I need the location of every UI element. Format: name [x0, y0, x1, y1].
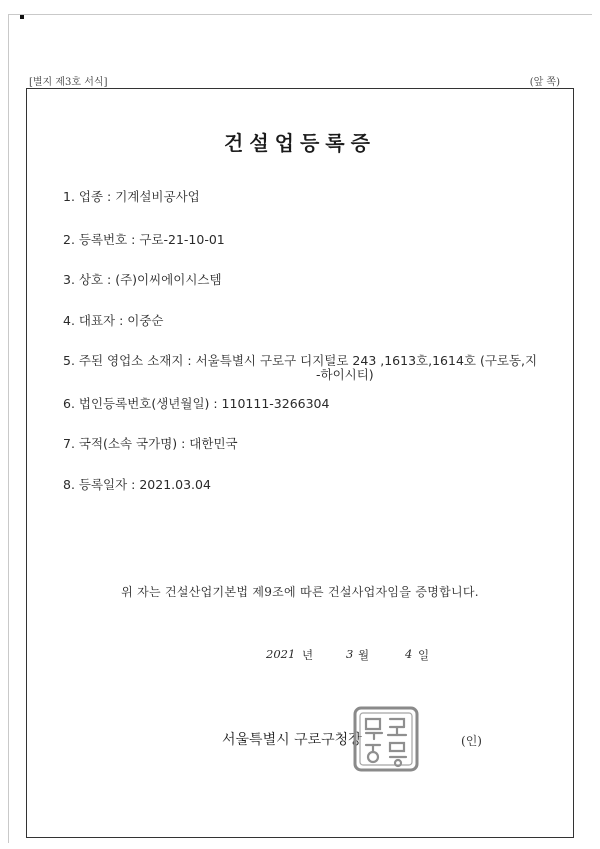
certification-statement: 위 자는 건설산업기본법 제9조에 따른 건설사업자임을 증명합니다. [121, 585, 479, 599]
date-day: 4 [405, 647, 413, 661]
official-seal-icon [352, 705, 420, 773]
field-corporate-number: 6. 법인등록번호(생년월일) : 110111-3266304 [63, 396, 330, 411]
field-business-type: 1. 업종 : 기계설비공사업 [63, 189, 200, 204]
field-address: 5. 주된 영업소 소재지 : 서울특별시 구로구 디지털로 243 ,1613호,1614호 (구로동,지 [63, 353, 538, 368]
date-year: 2021 [266, 647, 296, 661]
scan-corner-mark [20, 15, 24, 19]
field-nationality: 7. 국적(소속 국가명) : 대한민국 [63, 436, 238, 451]
side-label: (앞 쪽) [529, 77, 560, 88]
field-registration-number: 2. 등록번호 : 구로-21-10-01 [63, 232, 225, 247]
date-month-unit: 월 [358, 648, 370, 662]
page-edge-top [8, 14, 592, 15]
date-year-unit: 년 [302, 648, 314, 662]
date-month: 3 [346, 647, 354, 661]
seal-placeholder: (인) [461, 734, 482, 748]
document-title: 건설업등록증 [224, 131, 376, 155]
field-representative: 4. 대표자 : 이중순 [63, 313, 164, 328]
date-day-unit: 일 [418, 648, 430, 662]
issuer-name: 서울특별시 구로구청장 [222, 732, 362, 748]
field-registration-date: 8. 등록일자 : 2021.03.04 [63, 477, 211, 492]
form-label: [별지 제3호 서식] [29, 77, 108, 88]
field-company-name: 3. 상호 : (주)이씨에이시스템 [63, 272, 222, 287]
field-address-continued: -하이시티) [316, 367, 374, 382]
